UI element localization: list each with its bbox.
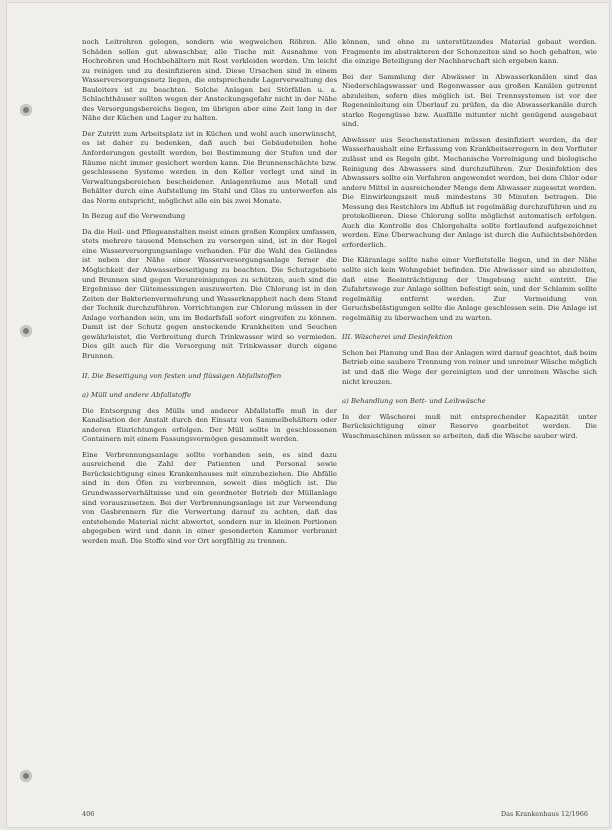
paragraph: In der Wäscherei muß mit entsprechender Kapazität unter Berücksichtigung einer Reserve gearbeitet werden. Die Waschmaschinen müssen so arbeiten, daß die Wäsche sauber wird. xyxy=(342,412,597,440)
paragraph: können, und ohne zu unterstützendes Material gebaut werden. Fragmente im abstrakteren der Schonzeiten sind so hoch gehalten, wie die einzige Beteiligung der Nachbarschaft sich ergeben kann. xyxy=(342,38,597,66)
paragraph: Da die Heil- und Pflegeanstalten meist einen großen Komplex umfassen, stets mehrere tausend Menschen zu versorgen sind, ist in der Regel eine Wasserversorgungsanlage vorhanden. Für die Wahl des Geländes ist neben der Nähe einer Wasserversorgungsanlage ferner die Möglichkeit der Abwasserbeseitigung zu beachten. Die Schutzgebiete und Brunnen sind gegen Verunreinigungen zu schützen, auch sind die Ergebnisse der Gütemessungen auszuwerten. Die Chlorung ist in den Zeiten der Bakterienvermehrung und Wasserknappheit nach dem Stand der Technik durchzuführen. Vorrichtungen zur Chlorung müssen in der Anlage vorhanden sein, um im Bedarfsfall sofort eingreifen zu können. Damit ist der Schutz gegen ansteckende Krankheiten und Seuchen gewährleistet, die Verbreitung durch Trinkwasser wird so vermieden. Dies gilt auch für die Versorgung mit Trinkwasser durch eigene Brunnen. xyxy=(82,227,337,360)
paragraph: Schon bei Planung und Bau der Anlagen wird darauf geachtet, daß beim Betrieb eine saubere Trennung von reiner und unreiner Wäsche möglich ist und daß die Wege der gereinigten und der unreinen Wäsche sich nicht kreuzen. xyxy=(342,348,597,386)
paragraph: Bei der Sammlung der Abwässer in Abwasserkanälen sind das Niederschlagswasser und Regenwasser aus großen Kanälen getrennt abzuleiten, sofern dies möglich ist. Bei Trennsystemen ist vor der Regeneinleitung ein Überlauf zu prüfen, da die Abwasserkanäle durch starke Regengüsse bzw. Ausfälle mitunter nicht genügend ausgebaut sind. xyxy=(342,72,597,129)
paragraph: Eine Verbrennungsanlage sollte vorhanden sein, es sind dazu ausreichend die Zahl der Patienten und Personal sowie Berücksichtigung eines Krankenhauses mit einzubeziehen. Die Abfälle sind in den Öfen zu verbrennen, soweit dies möglich ist. Die Grundwasserverhältnisse und ein geordneter Betrieb der Müllanlage sind vorauszusetzen. Bei der Verbrennungsanlage ist zur Verwendung von Gasbrennern für die Verwertung darauf zu achten, daß das entstehende Material nicht abwertet, sondern nur in kleinen Portionen abgegeben wird und dann in einer gesonderten Kammer verbrannt werden muß. Die Stoffe sind vor Ort sorgfältig zu trennen. xyxy=(82,450,337,545)
paragraph: Abwässer aus Seuchenstationen müssen desinfiziert werden, da der Wasserhaushalt eine Erfassung von Krankheitserregern in den Vorfluter zulässt und es Regeln gibt. Mechanische Vorreinigung und biologische Reinigung des Abwassers sind durchzuführen. Zur Desinfektion des Abwassers sollte ein Verfahren angewendet werden, bei dem Chlor oder andere Mittel in ausreichender Menge dem Abwasser zugesetzt werden. Die Einwirkungszeit muß mindestens 30 Minuten betragen. Die Messung des Restchlors im Abfluß ist regelmäßig durchzuführen und zu protokollieren. Diese Chlorung sollte möglichst automatisch erfolgen. Auch die Kontrolle des Chlorgehalts sollte fortlaufend aufgezeichnet werden. Eine Überwachung der Anlage ist durch die Aufsichtsbehörden erforderlich. xyxy=(342,135,597,249)
paragraph: noch Leitrohren gelegen, sondern wie wegweichen Röhren. Alle Schäden sollen gut abwaschbar, alle Tische mit Ausnahme von Hochrohren und Hochbehältern mit Rost verkleiden werden. Um leicht zu reinigen und zu desinfizieren sind. Diese Ursachen sind in einem Wasserversorgungsnetz liegen, die entsprechende Lagerverwaltung des Bauleiters ist zu beachten. Solche Anlagen bei Störfällen u. a. Schlachthäuser sollten wegen der Ansteckungsgefahr nicht in der Nähe des Versorgungsbereichs liegen, im übrigen aber eine Zeit lang in der Nähe der Küchen und Lager zu halten. xyxy=(82,38,337,123)
paragraph: Die Kläranlage sollte nahe einer Vorflutstelle liegen, und in der Nähe sollte sich kein Wohngebiet befinden. Die Abwässer sind so abzuleiten, daß eine Beeinträchtigung der Umgebung nicht eintritt. Die Zufahrtswege zur Anlage sollten befestigt sein, und der Schlamm sollte regelmäßig entfernt werden. Zur Vermeidung von Geruchsbelästigungen sollte die Anlage geschlossen sein. Die Anlage ist regelmäßig zu überwachen und zu warten. xyxy=(342,256,597,322)
section-heading: II. Die Beseitigung von festen und flüssigen Abfallstoffen xyxy=(82,371,282,380)
paragraph: Die Entsorgung des Mülls und anderer Abfallstoffe muß in der Kanalisation der Anstalt durch den Einsatz von Sammelbehältern oder anderen Einrichtungen erfolgen. Der Müll sollte in geschlossenen Containern mit einem Fassungsvermögen gesammelt werden. xyxy=(82,406,337,444)
section-heading: III. Wäscherei und Desinfektion xyxy=(342,333,453,342)
page-number: 406 xyxy=(82,810,95,818)
left-column xyxy=(82,38,337,552)
paragraph: Der Zutritt zum Arbeitsplatz ist in Küchen und wohl auch unerwünscht, es ist daher zu bedenken, daß auch bei Gebäudeteilen hohe Anforderungen gestellt werden, bei Bestimmung der Stufen und der Räume nicht immer gesichert werden kann. Die Brunnenschächte bzw. geschlossene Systeme werden in den Keller verlegt und sind in Verwaltungsbereichen bescheidener. Anlagenräume aus Metall und Behälter durch eine Aufstellung im Stahl und Glas zu unterwerfen als das Norm entspricht, möglichst alle ein bis zwei Monate. xyxy=(82,129,337,205)
subsection-heading: a) Müll und andere Abfallstoffe xyxy=(82,391,192,400)
binder-hole-icon xyxy=(20,770,32,782)
binder-hole-icon xyxy=(20,104,32,116)
paragraph-heading: In Bezug auf die Verwendung xyxy=(82,212,186,221)
right-column xyxy=(342,38,597,447)
subsection-heading: a) Behandlung von Bett- und Leibwäsche xyxy=(342,397,486,406)
binder-hole-icon xyxy=(20,325,32,337)
source-line: Das Krankenhaus 12/1966 xyxy=(500,810,588,818)
